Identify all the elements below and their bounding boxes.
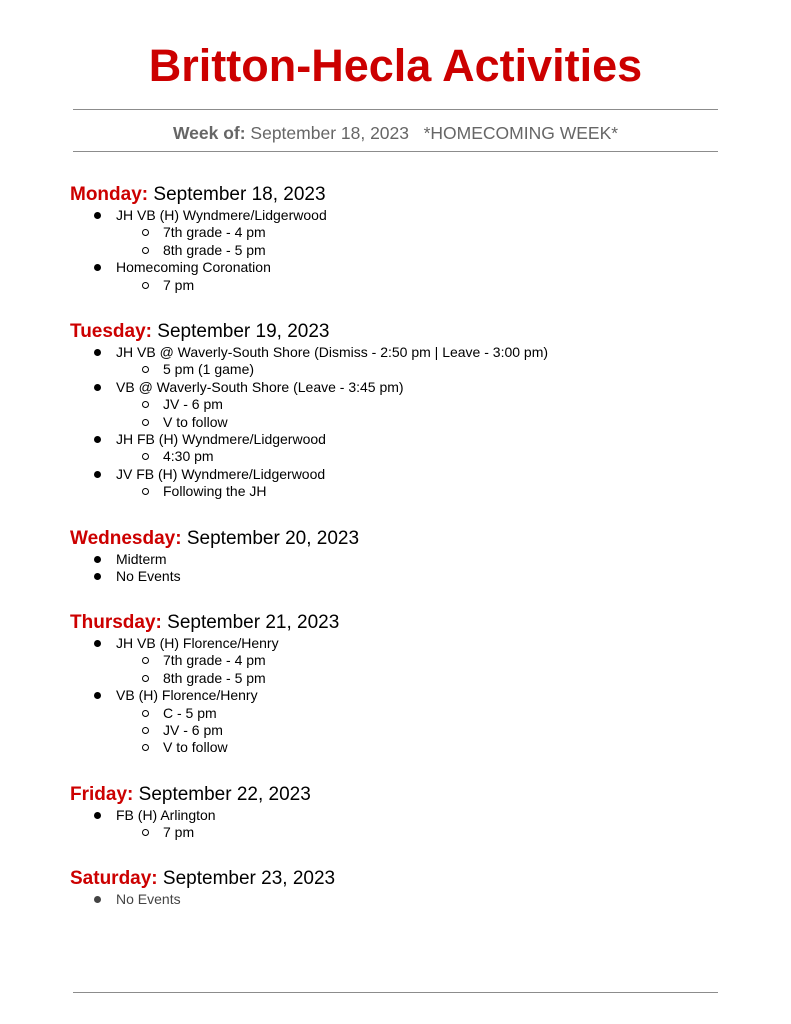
list-item-text: JH VB (H) Florence/Henry (116, 635, 279, 651)
week-of-label: Week of: (172, 123, 246, 143)
hollow-bullet-icon (138, 483, 152, 500)
week-of-line (0, 122, 791, 144)
day-name: Saturday: (70, 868, 158, 889)
list-item (70, 396, 750, 413)
hollow-bullet-icon (138, 824, 152, 841)
list-item-text: Midterm (116, 551, 167, 567)
list-item (70, 807, 750, 824)
bullet-icon (90, 568, 104, 585)
hollow-bullet-icon (138, 739, 152, 756)
bullet-icon (90, 635, 104, 652)
day-name: Friday: (70, 784, 134, 805)
hollow-bullet-icon (138, 705, 152, 722)
list-item (70, 568, 750, 585)
hollow-bullet-icon (138, 396, 152, 413)
list-item-text: 7th grade - 4 pm (163, 224, 266, 241)
list-item-text: No Events (116, 568, 181, 585)
hollow-bullet-icon (138, 361, 152, 378)
hollow-bullet-icon (138, 722, 152, 739)
bullet-icon (90, 431, 104, 448)
list-item (70, 361, 750, 378)
list-item-text: Homecoming Coronation (116, 259, 271, 276)
list-item-text: FB (H) Arlington (116, 807, 216, 823)
list-item-text: 8th grade - 5 pm (163, 241, 266, 258)
list-item (70, 891, 750, 908)
bullet-icon (90, 466, 104, 483)
day-heading (70, 783, 750, 807)
day-section (70, 527, 750, 586)
hollow-bullet-icon (138, 448, 152, 465)
hollow-bullet-icon (138, 224, 152, 241)
day-heading (70, 320, 750, 344)
footer-rule (73, 992, 718, 993)
list-item-text: C - 5 pm (163, 704, 217, 721)
list-item (70, 687, 750, 704)
hollow-bullet-icon (138, 277, 152, 294)
list-item (70, 739, 750, 756)
week-of-value: September 18, 2023 *HOMECOMING WEEK* (250, 123, 619, 143)
bullet-icon (90, 807, 104, 824)
day-section (70, 183, 750, 294)
list-item (70, 705, 750, 722)
list-item (70, 224, 750, 241)
list-item (70, 722, 750, 739)
hollow-bullet-icon (138, 242, 152, 259)
day-name: Thursday: (70, 612, 162, 633)
bullet-icon (90, 379, 104, 396)
list-item (70, 551, 750, 568)
list-item-text: 7 pm (163, 824, 195, 841)
day-heading (70, 867, 750, 891)
list-item-text: V to follow (163, 739, 228, 756)
day-section (70, 611, 750, 757)
day-date: September 23, 2023 (162, 868, 336, 889)
day-section (70, 867, 750, 908)
day-heading (70, 183, 750, 207)
list-item (70, 379, 750, 396)
day-heading (70, 611, 750, 635)
list-item-text: V to follow (163, 413, 228, 430)
day-date: September 22, 2023 (138, 784, 311, 805)
header-rule-bottom (73, 151, 718, 152)
day-name: Wednesday: (70, 528, 182, 549)
list-item (70, 652, 750, 669)
day-date: September 19, 2023 (157, 321, 330, 342)
day-date: September 21, 2023 (167, 612, 340, 633)
day-heading (70, 527, 750, 551)
day-date: September 20, 2023 (186, 528, 360, 549)
list-item-text: 4:30 pm (163, 448, 214, 465)
bullet-icon (90, 551, 104, 568)
list-item-text: 7 pm (163, 276, 195, 293)
list-item (70, 242, 750, 259)
list-item (70, 824, 750, 841)
hollow-bullet-icon (138, 652, 152, 669)
list-item-text: VB (H) Florence/Henry (116, 687, 258, 704)
page-title: Britton-Hecla Activities (148, 40, 643, 91)
bullet-icon (90, 207, 104, 224)
list-item (70, 414, 750, 431)
list-item-text: VB @ Waverly-South Shore (Leave - 3:45 pm) (116, 378, 404, 395)
bullet-icon (90, 891, 104, 908)
bullet-icon (90, 259, 104, 276)
header-rule-top (73, 109, 718, 110)
list-item-text: JV - 6 pm (163, 721, 223, 738)
list-item (70, 670, 750, 687)
list-item-text: No Events (116, 891, 181, 907)
list-item-text: JV FB (H) Wyndmere/Lidgerwood (116, 465, 326, 482)
hollow-bullet-icon (138, 414, 152, 431)
list-item (70, 344, 750, 361)
list-item (70, 466, 750, 483)
list-item-text: JH VB (H) Wyndmere/Lidgerwood (116, 207, 327, 223)
list-item-text: 7th grade - 4 pm (163, 652, 266, 669)
hollow-bullet-icon (138, 670, 152, 687)
list-item (70, 635, 750, 652)
day-section (70, 320, 750, 501)
list-item (70, 448, 750, 465)
day-name: Monday: (70, 184, 149, 205)
list-item (70, 431, 750, 448)
list-item-text: JH VB @ Waverly-South Shore (Dismiss - 2:50 pm | Leave - 3:00 pm) (116, 344, 549, 360)
day-section (70, 783, 750, 842)
bullet-icon (90, 687, 104, 704)
day-date: September 18, 2023 (153, 184, 326, 205)
list-item (70, 259, 750, 276)
list-item-text: Following the JH (163, 483, 267, 500)
list-item-text: 8th grade - 5 pm (163, 669, 266, 686)
bullet-icon (90, 344, 104, 361)
list-item-text: JV - 6 pm (163, 396, 223, 413)
day-name: Tuesday: (70, 321, 153, 342)
list-item (70, 207, 750, 224)
list-item-text: 5 pm (1 game) (163, 361, 255, 378)
list-item (70, 483, 750, 500)
list-item-text: JH FB (H) Wyndmere/Lidgerwood (116, 430, 326, 447)
list-item (70, 277, 750, 294)
